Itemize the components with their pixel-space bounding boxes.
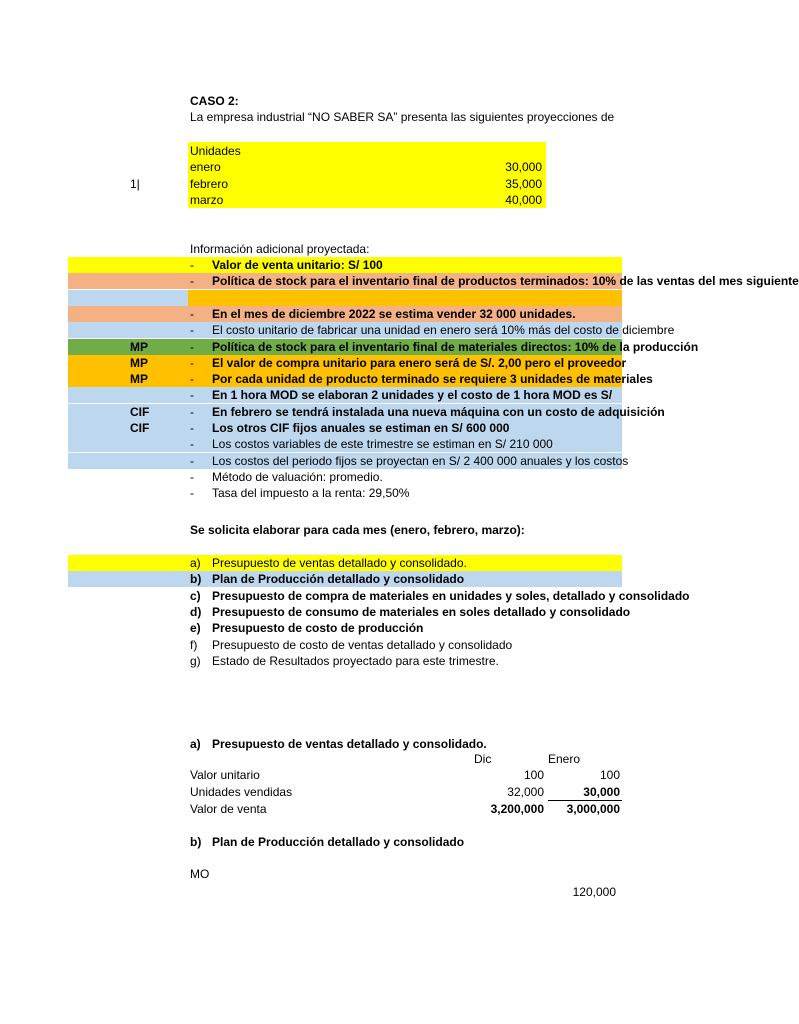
info-row-dash: - — [190, 388, 194, 402]
sales-row-dic: 100 — [523, 768, 544, 782]
info-row-text: Los costos del periodo fijos se proyectan en S/ 2 400 000 anuales y los costos — [212, 454, 629, 468]
units-row-month: marzo — [190, 193, 224, 207]
sales-row-enero: 100 — [599, 768, 620, 782]
info-row-band-accent — [188, 290, 622, 306]
info-row-dash: - — [190, 274, 194, 288]
info-row-dash: - — [190, 307, 194, 321]
sales-row-label: Unidades vendidas — [190, 785, 293, 799]
info-row-text: Valor de venta unitario: S/ 100 — [212, 258, 383, 272]
info-row-text: El valor de compra unitario para enero será de S/. 2,00 pero el proveedor — [212, 356, 627, 370]
info-row-dash: - — [190, 437, 194, 451]
info-row-tag: CIF — [130, 421, 150, 435]
request-row-letter: g) — [190, 654, 201, 668]
sales-budget-title: Presupuesto de ventas detallado y consolidado. — [212, 737, 487, 751]
units-header: Unidades — [190, 144, 241, 158]
info-row-tag: CIF — [130, 405, 150, 419]
request-row-letter: d) — [190, 605, 202, 619]
request-row-letter: b) — [190, 572, 202, 586]
request-row-text: Presupuesto de compra de materiales en unidades y soles, detallado y consolidado — [212, 589, 690, 603]
row-marker: 1| — [130, 177, 140, 191]
units-row-value: 30,000 — [505, 160, 542, 174]
col-header-dic: Dic — [474, 752, 492, 766]
info-row-text: En el mes de diciembre 2022 se estima vender 32 000 unidades. — [212, 307, 576, 321]
sales-row-label: Valor de venta — [190, 802, 267, 816]
info-row-dash: - — [190, 323, 194, 337]
info-row-text: Política de stock para el inventario final de productos terminados: 10% de las ventas del mes siguiente — [212, 274, 799, 288]
request-heading: Se solicita elaborar para cada mes (enero, febrero, marzo): — [190, 523, 525, 537]
info-row-text: En febrero se tendrá instalada una nueva máquina con un costo de adquisición — [212, 405, 665, 419]
request-row-text: Estado de Resultados proyectado para este trimestre. — [212, 654, 499, 668]
request-row-text: Presupuesto de costo de producción — [212, 621, 424, 635]
info-row-dash: - — [190, 258, 194, 272]
request-row-text: Presupuesto de ventas detallado y consolidado. — [212, 556, 467, 570]
info-row-text: El costo unitario de fabricar una unidad en enero será 10% más del costo de diciembre — [212, 323, 675, 337]
info-row-text: Los otros CIF fijos anuales se estiman en S/ 600 000 — [212, 421, 510, 435]
units-row-month: enero — [190, 160, 221, 174]
case-intro: La empresa industrial “NO SABER SA” presenta las siguientes proyecciones de — [190, 110, 615, 124]
request-row-text: Presupuesto de costo de ventas detallado y consolidado — [212, 638, 513, 652]
info-row-dash: - — [190, 372, 194, 386]
info-row-dash: - — [190, 470, 194, 484]
info-row-text: Por cada unidad de producto terminado se requiere 3 unidades de materiales — [212, 372, 653, 386]
units-row-value: 40,000 — [505, 193, 542, 207]
request-row-letter: f) — [190, 638, 198, 652]
request-row-letter: c) — [190, 589, 201, 603]
info-row-tag: MP — [130, 372, 148, 386]
request-row-letter: a) — [190, 556, 201, 570]
case-title: CASO 2: — [190, 94, 239, 108]
info-row-dash: - — [190, 421, 194, 435]
info-heading: Información adicional proyectada: — [190, 242, 370, 256]
request-row-letter: e) — [190, 621, 201, 635]
units-row-value: 35,000 — [505, 177, 542, 191]
info-row-dash: - — [190, 454, 194, 468]
info-row-text: Método de valuación: promedio. — [212, 470, 383, 484]
info-row-text: Tasa del impuesto a la renta: 29,50% — [212, 486, 410, 500]
request-row-text: Presupuesto de consumo de materiales en soles detallado y consolidado — [212, 605, 631, 619]
sales-row-label: Valor unitario — [190, 768, 260, 782]
sales-row-enero: 3,000,000 — [566, 802, 620, 816]
units-row-month: febrero — [190, 177, 229, 191]
info-row-tag: MP — [130, 356, 148, 370]
info-row-text: Los costos variables de este trimestre se estiman en S/ 210 000 — [212, 437, 553, 451]
production-plan-title: Plan de Producción detallado y consolidado — [212, 835, 465, 849]
mo-label: MO — [190, 867, 210, 881]
mo-value: 120,000 — [572, 885, 616, 899]
info-row-dash: - — [190, 356, 194, 370]
info-row-text: En 1 hora MOD se elaboran 2 unidades y el costo de 1 hora MOD es S/ — [212, 388, 613, 402]
info-row-dash: - — [190, 405, 194, 419]
request-row-text: Plan de Producción detallado y consolidado — [212, 572, 465, 586]
info-row-tag: MP — [130, 340, 148, 354]
info-row-text: Política de stock para el inventario final de materiales directos: 10% de la producción — [212, 340, 699, 354]
col-header-enero: Enero — [548, 752, 581, 766]
sales-row-dic: 3,200,000 — [490, 802, 544, 816]
sales-row-enero: 30,000 — [583, 785, 620, 799]
info-row-dash: - — [190, 340, 194, 354]
sales-budget-letter: a) — [190, 737, 201, 751]
production-plan-letter: b) — [190, 835, 202, 849]
sales-row-dic: 32,000 — [507, 785, 544, 799]
info-row-dash: - — [190, 486, 194, 500]
